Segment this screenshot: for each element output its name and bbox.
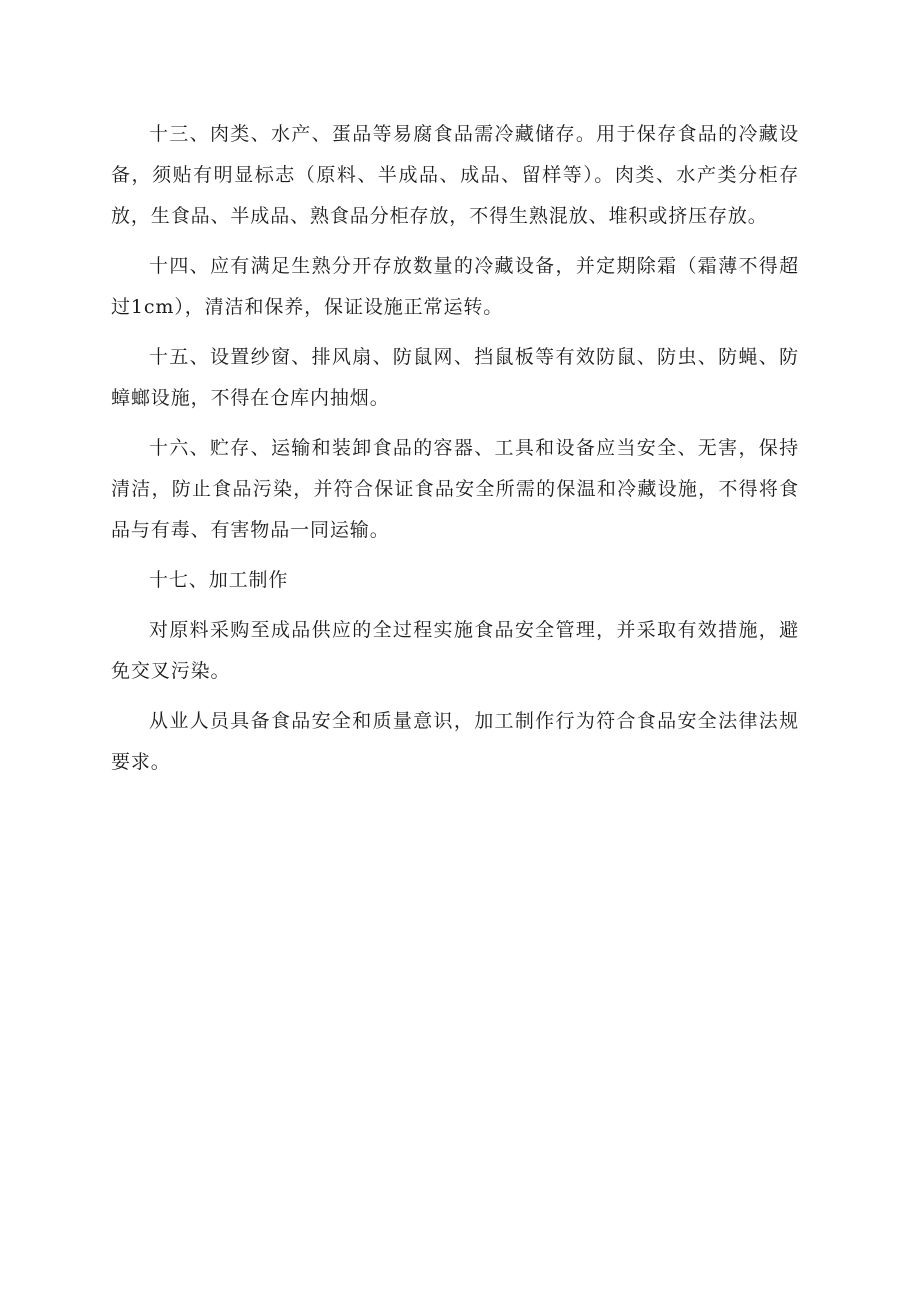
paragraph-staff-awareness: 从业人员具备食品安全和质量意识，加工制作行为符合食品安全法律法规要求。 [111,710,799,773]
paragraph-13-cold-storage: 十三、肉类、水产、蛋品等易腐食品需冷藏储存。用于保存食品的冷藏设备，须贴有明显标志（原料、半成品、成品、留样等）。肉类、水产类分柜存放，生食品、半成品、熟食品分柜存放，不得生熟混放、堆积或挤压存放。 [111,123,799,227]
paragraph-15-pest-control: 十五、设置纱窗、排风扇、防鼠网、挡鼠板等有效防鼠、防虫、防蝇、防蟑螂设施，不得在仓库内抽烟。 [111,346,799,409]
paragraph-process-management: 对原料采购至成品供应的全过程实施食品安全管理，并采取有效措施，避免交叉污染。 [111,619,799,682]
section-heading-17-processing: 十七、加工制作 [149,569,289,591]
paragraph-14-refrigeration-equipment: 十四、应有满足生熟分开存放数量的冷藏设备，并定期除霜（霜薄不得超过1cm），清洁和保养，保证设施正常运转。 [111,255,799,318]
paragraph-16-transport-containers: 十六、贮存、运输和装卸食品的容器、工具和设备应当安全、无害，保持清洁，防止食品污染，并符合保证食品安全所需的保温和冷藏设施，不得将食品与有毒、有害物品一同运输。 [111,437,799,541]
document-page [111,114,799,783]
